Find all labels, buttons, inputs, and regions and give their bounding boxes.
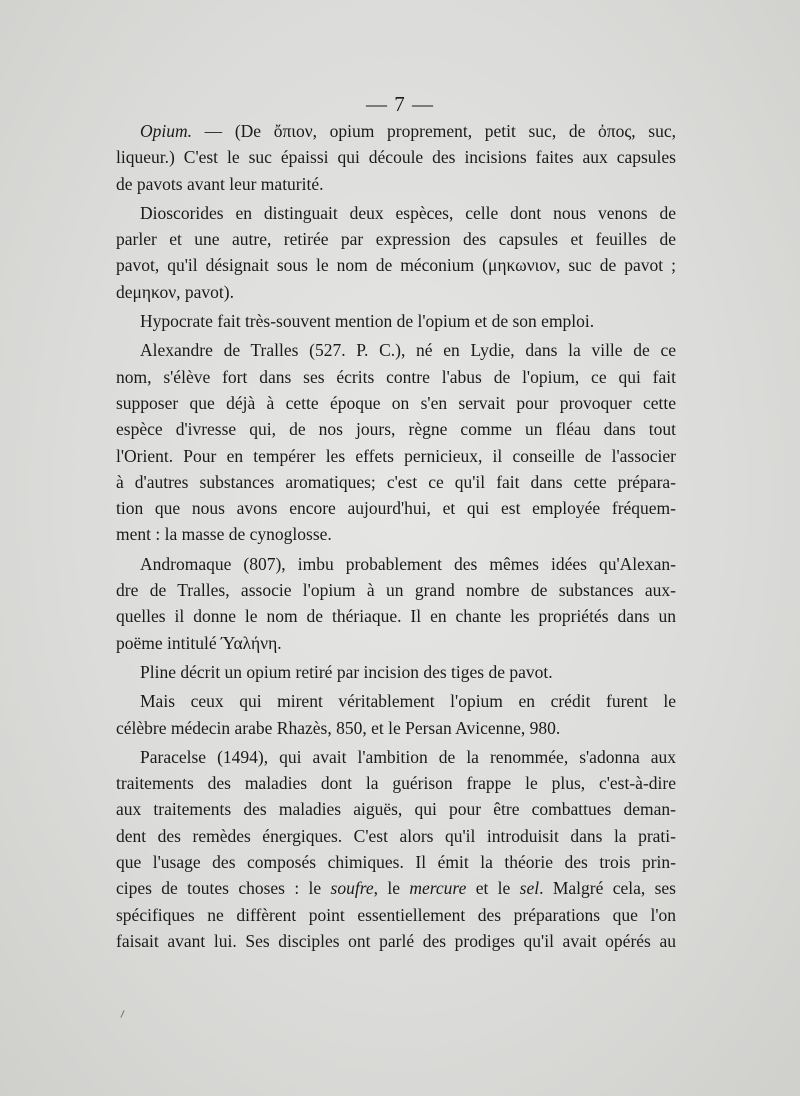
text-segment: tion que nous avons encore aujourd'hui, et qui est employée fréquem-	[116, 498, 676, 519]
page-number: — 7 —	[366, 92, 434, 116]
text-segment: liqueur.) C'est le suc épaissi qui découle des incisions faites aux capsules	[116, 147, 676, 168]
text-segment: parler et une autre, retirée par expression des capsules et feuilles de	[116, 229, 676, 250]
text-line	[116, 364, 676, 390]
text-line	[116, 902, 676, 928]
text-segment: cipes de toutes choses : le	[116, 878, 331, 899]
italic-text: mercure	[409, 878, 467, 899]
text-line	[116, 200, 676, 226]
italic-text: sel	[519, 878, 540, 899]
text-segment: à d'autres substances aromatiques; c'est ce qu'il fait dans cette prépara-	[116, 471, 676, 492]
text-segment: de pavots avant leur maturité.	[116, 173, 324, 194]
text-line	[116, 390, 676, 416]
text-segment: aux traitements des maladies aiguës, qui pour être combattues deman-	[116, 799, 676, 820]
text-line	[116, 226, 676, 252]
text-segment: espèce d'ivresse qui, de nos jours, règne comme un fléau dans tout	[116, 419, 676, 440]
text-segment: — (De ὄπιον, opium proprement, petit suc, de ὀπος, suc,	[192, 121, 676, 141]
text-segment: Mais ceux qui mirent véritablement l'opium en crédit furent le	[140, 691, 676, 712]
text-line	[116, 744, 676, 770]
text-segment: traitements des maladies dont la guérison frappe le plus, c'est-à-dire	[116, 773, 676, 794]
text-line	[116, 770, 676, 796]
text-line	[116, 849, 676, 875]
text-line	[116, 659, 676, 685]
text-segment: ment : la masse de cynoglosse.	[116, 524, 332, 545]
text-segment: poëme intitulé Ύαλήνη.	[116, 632, 282, 653]
text-segment: spécifiques ne diffèrent point essentiellement des préparations que l'on	[116, 904, 676, 925]
text-line	[116, 144, 676, 170]
text-line	[116, 495, 676, 521]
text-segment: Paracelse (1494), qui avait l'ambition de la renommée, s'adonna aux	[140, 746, 676, 767]
text-segment: deμηκον, pavot).	[116, 281, 234, 302]
text-line	[116, 279, 676, 305]
text-segment: . Malgré cela, ses	[539, 878, 676, 899]
text-line	[116, 603, 676, 629]
text-segment: quelles il donne le nom de thériaque. Il en chante les propriétés dans un	[116, 606, 676, 627]
text-segment: dent des remèdes énergiques. C'est alors qu'il introduisit dans la prati-	[116, 825, 676, 846]
text-line	[116, 875, 676, 901]
text-line	[116, 252, 676, 278]
text-line	[116, 688, 676, 714]
text-line	[116, 823, 676, 849]
text-segment: , le	[373, 878, 410, 899]
text-segment: Andromaque (807), imbu probablement des mêmes idées qu'Alexan-	[140, 553, 676, 574]
italic-text: Opium.	[140, 121, 193, 141]
text-line	[116, 928, 676, 954]
text-segment: Pline décrit un opium retiré par incision des tiges de pavot.	[140, 661, 553, 682]
text-line	[116, 469, 676, 495]
italic-text: soufre	[330, 878, 374, 899]
text-line	[116, 118, 676, 144]
text-segment: pavot, qu'il désignait sous le nom de méconium (μηκωνιον, suc de pavot ;	[116, 255, 676, 276]
text-segment: Hypocrate fait très-souvent mention de l'opium et de son emploi.	[140, 311, 595, 332]
text-segment: que l'usage des composés chimiques. Il émit la théorie des trois prin-	[116, 852, 676, 873]
text-line	[116, 577, 676, 603]
text-line	[116, 308, 676, 334]
text-segment: dre de Tralles, associe l'opium à un grand nombre de substances aux-	[116, 580, 676, 601]
text-segment: faisait avant lui. Ses disciples ont parlé des prodiges qu'il avait opérés au	[116, 930, 676, 951]
text-line	[116, 551, 676, 577]
text-line	[116, 521, 676, 547]
text-segment: supposer que déjà à cette époque on s'en servait pour provoquer cette	[116, 392, 676, 413]
text-line	[116, 630, 676, 656]
text-segment: et le	[466, 878, 520, 899]
text-line	[116, 443, 676, 469]
text-segment: Dioscorides en distinguait deux espèces, celle dont nous venons de	[140, 202, 676, 223]
text-line	[116, 715, 676, 741]
text-segment: l'Orient. Pour en tempérer les effets pernicieux, il conseille de l'associer	[116, 445, 676, 466]
text-line	[116, 796, 676, 822]
text-segment: nom, s'élève fort dans ses écrits contre l'abus de l'opium, ce qui fait	[116, 366, 676, 387]
text-line	[116, 337, 676, 363]
text-segment: Alexandre de Tralles (527. P. C.), né en Lydie, dans la ville de ce	[140, 340, 676, 361]
body-text	[116, 118, 676, 954]
stray-pencil-mark	[120, 1010, 124, 1018]
text-line	[116, 416, 676, 442]
text-segment: célèbre médecin arabe Rhazès, 850, et le Persan Avicenne, 980.	[116, 717, 561, 738]
text-line	[116, 171, 676, 197]
